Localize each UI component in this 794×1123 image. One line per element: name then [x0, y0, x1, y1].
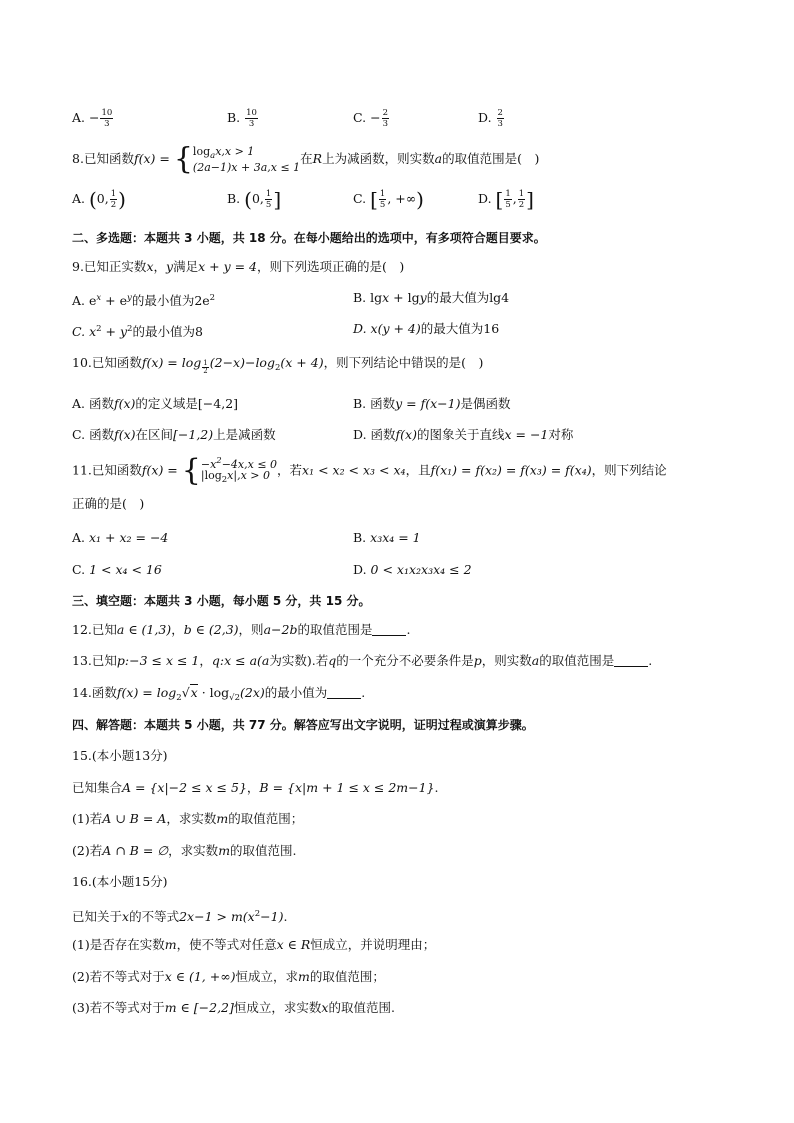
section-multi-choice-heading: 二、多选题：本题共 3 小题，共 18 分。在每小题给出的选项中，有多项符合题目要求。	[72, 231, 546, 245]
q9-option-d: D. x(y + 4)的最大值为16	[353, 321, 500, 336]
q10-option-a: A. 函数f(x)的定义域是[−4,2]	[72, 396, 239, 411]
q7-option-a: A. − $\frac{10}{3}$	[72, 108, 113, 129]
q11-piecewise: $-x^2-4x,x \le 0$ $|\log_2x|,x > 0$	[200, 456, 278, 485]
q9-option-b: B. lgx + lgy的最大值为lg4	[353, 290, 510, 305]
q10-option-c: C. 函数f(x)在区间[−1,2)上是减函数	[72, 427, 276, 442]
q14-answer-blank	[327, 686, 361, 699]
q15-heading: 15.(本小题13分)	[72, 748, 168, 763]
q10-stem: 10.已知函数f(x) = log $\frac{1}{2}$ $(2-x)-\log_2(x + 4)$，则下列结论中错误的是( )	[72, 355, 484, 375]
q16-heading: 16.(本小题15分)	[72, 874, 168, 889]
q13-answer-blank	[614, 654, 648, 667]
q8-piecewise: $\log_ax,x > 1$ (2a−1)x + 3a,x ≤ 1	[192, 145, 301, 174]
q15-stem: 已知集合A = {x|−2 ≤ x ≤ 5}，B = {x|m + 1 ≤ x ≤ 2m−1}.	[72, 780, 439, 795]
q11-option-b: B. x₃x₄ = 1	[353, 530, 421, 545]
q11-option-d: D. 0 < x₁x₂x₃x₄ ≤ 2	[353, 562, 472, 577]
q7-option-b: B. $\frac{10}{3}$	[227, 108, 257, 129]
q10-option-d: D. 函数f(x)的图象关于直线x = −1对称	[353, 427, 574, 442]
q16-part3: (3)若不等式对于m ∈ [−2,2]恒成立，求实数x的取值范围.	[72, 1000, 395, 1015]
q9-stem: 9.已知正实数x，y满足x + y = 4，则下列选项正确的是( )	[72, 259, 405, 274]
q8-stem: 8.已知函数f(x) = { $\log_ax,x > 1$ (2a−1)x + 3a,x ≤ 1 在R上为减函数，则实数a的取值范围是( )	[72, 141, 540, 177]
q8-option-d: D. [ $\frac{1}{5}$ , $\frac{1}{2}$ ]	[478, 187, 534, 212]
q12-answer-blank	[372, 623, 406, 636]
q16-part1: (1)是否存在实数m，使不等式对任意x ∈ R恒成立，并说明理由；	[72, 937, 436, 952]
q7-option-d: D. $\frac{2}{3}$	[478, 108, 503, 129]
section-fill-blank-heading: 三、填空题：本题共 3 小题，每小题 5 分，共 15 分。	[72, 594, 371, 608]
q8-option-a: A. (0, $\frac{1}{2}$ )	[72, 187, 126, 212]
q9-option-c: C. $x^2 + y^2$的最小值为8	[72, 324, 203, 339]
q13-stem: 13.已知p:−3 ≤ x ≤ 1，q:x ≤ a(a为实数).若q的一个充分不必要条件是p，则实数a的取值范围是 .	[72, 653, 653, 668]
q8-option-c: C. [ $\frac{1}{5}$ , +∞)	[353, 187, 424, 212]
q11-option-c: C. 1 < x₄ < 16	[72, 562, 162, 577]
q8-option-b: B. (0, $\frac{1}{5}$ ]	[227, 187, 282, 212]
section-answer-heading: 四、解答题：本题共 5 小题，共 77 分。解答应写出文字说明，证明过程或演算步骤。	[72, 718, 534, 732]
q16-part2: (2)若不等式对于x ∈ (1, +∞)恒成立，求m的取值范围；	[72, 969, 385, 984]
q15-part2: (2)若A ∩ B = ∅，求实数m的取值范围.	[72, 843, 297, 858]
q7-option-c: C. − $\frac{2}{3}$	[353, 108, 388, 129]
q15-part1: (1)若A ∪ B = A，求实数m的取值范围；	[72, 811, 304, 826]
q11-option-a: A. x₁ + x₂ = −4	[72, 530, 169, 545]
q11-stem: 11.已知函数f(x) = { $-x^2-4x,x \le 0$ $|\log_2x|,x > 0$ ，若x₁ < x₂ < x₃ < x₄，且f(x₁) = f(x₂) = f(x₃) = f(x₄)，则下列结论	[72, 453, 667, 488]
q14-stem: 14.函数$f(x) = \log_2√x \cdot \log_{√2}(2x)$的最小值为 .	[72, 685, 366, 703]
q16-stem: 已知关于x的不等式$2x-1 > m(x^2-1)$.	[72, 909, 288, 924]
q9-option-a: A. $e^x + e^y$的最小值为$2e^2$	[72, 293, 216, 308]
q12-stem: 12.已知a ∈ (1,3)，b ∈ (2,3)，则a−2b的取值范围是 .	[72, 622, 411, 637]
q11-stem-line2: 正确的是( )	[72, 496, 145, 511]
q10-option-b: B. 函数y = f(x−1)是偶函数	[353, 396, 511, 411]
